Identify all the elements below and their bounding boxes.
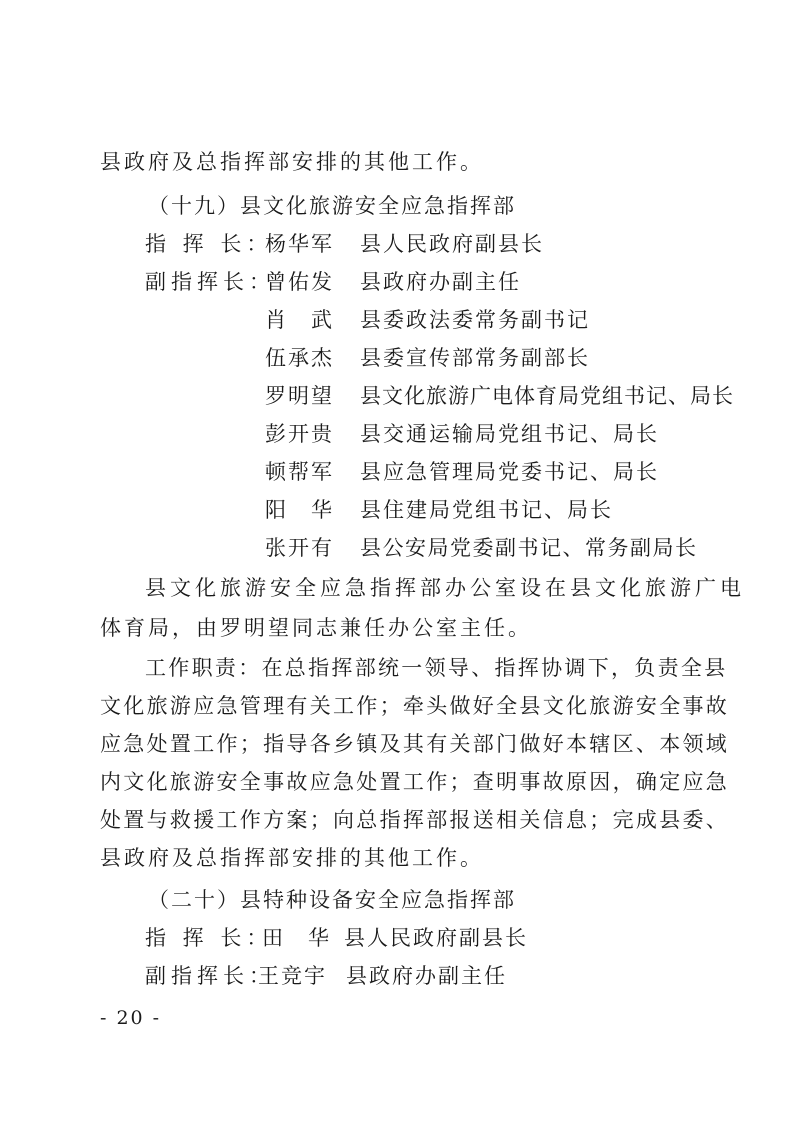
- commander-label: 指 挥 长：: [145, 926, 273, 950]
- deputy-label: 副指挥长：: [145, 270, 275, 294]
- deputy-title: 县应急管理局党委书记、局长: [360, 460, 659, 484]
- deputy-title: 县公安局党委副书记、常务副局长: [360, 536, 698, 560]
- deputy-row: [0, 458, 793, 486]
- deputy-name: 阳 华: [265, 498, 334, 522]
- deputy-row: [0, 420, 793, 448]
- deputy-title: 县委宣传部常务副部长: [360, 346, 590, 370]
- deputy-title: 县政府办副主任: [346, 964, 507, 988]
- deputy-name: 王竞宇: [258, 964, 327, 988]
- duty-paragraph-line: 文化旅游应急管理有关工作；牵头做好全县文化旅游安全事故: [100, 694, 730, 718]
- office-paragraph-line: 体育局，由罗明望同志兼任办公室主任。: [100, 616, 532, 640]
- paragraph-tail: 县政府及总指挥部安排的其他工作。: [100, 150, 484, 174]
- section-heading-19: （十九）县文化旅游安全应急指挥部: [148, 194, 516, 218]
- deputy-row: [0, 496, 793, 524]
- deputy-title: 县委政法委常务副书记: [360, 308, 590, 332]
- duty-paragraph-line: 应急处置工作；指导各乡镇及其有关部门做好本辖区、本领域: [100, 732, 730, 756]
- deputy-row: [0, 344, 793, 372]
- duty-paragraph-line: 内文化旅游安全事故应急处置工作；查明事故原因，确定应急: [100, 770, 730, 794]
- duty-paragraph-line: 工作职责：在总指挥部统一领导、指挥协调下，负责全县: [145, 656, 728, 680]
- section-heading-20: （二十）县特种设备安全应急指挥部: [148, 888, 516, 912]
- commander-name: 杨华军: [265, 232, 334, 256]
- deputy-name: 肖 武: [265, 308, 334, 332]
- office-paragraph-line: 县文化旅游安全应急指挥部办公室设在县文化旅游广电: [145, 576, 745, 600]
- commander-label: 指 挥 长：: [145, 232, 273, 256]
- deputy-row: [0, 534, 793, 562]
- deputy-label: 副指挥长：: [145, 964, 275, 988]
- page-number: - 20 -: [100, 1007, 162, 1029]
- deputy-row: [0, 382, 793, 410]
- deputy-title: 县住建局党组书记、局长: [360, 498, 613, 522]
- deputy-name: 曾佑发: [265, 270, 334, 294]
- commander-title: 县人民政府副县长: [360, 232, 544, 256]
- commander-row: [0, 924, 793, 952]
- commander-title: 县人民政府副县长: [344, 926, 528, 950]
- commander-name: 田 华: [262, 926, 331, 950]
- deputy-name: 罗明望: [265, 384, 334, 408]
- deputy-name: 顿帮军: [265, 460, 334, 484]
- deputy-row: [0, 268, 793, 296]
- deputy-name: 伍承杰: [265, 346, 334, 370]
- deputy-title: 县文化旅游广电体育局党组书记、局长: [360, 384, 734, 408]
- deputy-name: 彭开贵: [265, 422, 334, 446]
- deputy-row: [0, 962, 793, 990]
- duty-paragraph-line: 县政府及总指挥部安排的其他工作。: [100, 846, 484, 870]
- deputy-title: 县政府办副主任: [360, 270, 521, 294]
- duty-paragraph-line: 处置与救援工作方案；向总指挥部报送相关信息；完成县委、: [100, 808, 730, 832]
- deputy-name: 张开有: [265, 536, 334, 560]
- commander-row: [0, 230, 793, 258]
- deputy-title: 县交通运输局党组书记、局长: [360, 422, 659, 446]
- deputy-row: [0, 306, 793, 334]
